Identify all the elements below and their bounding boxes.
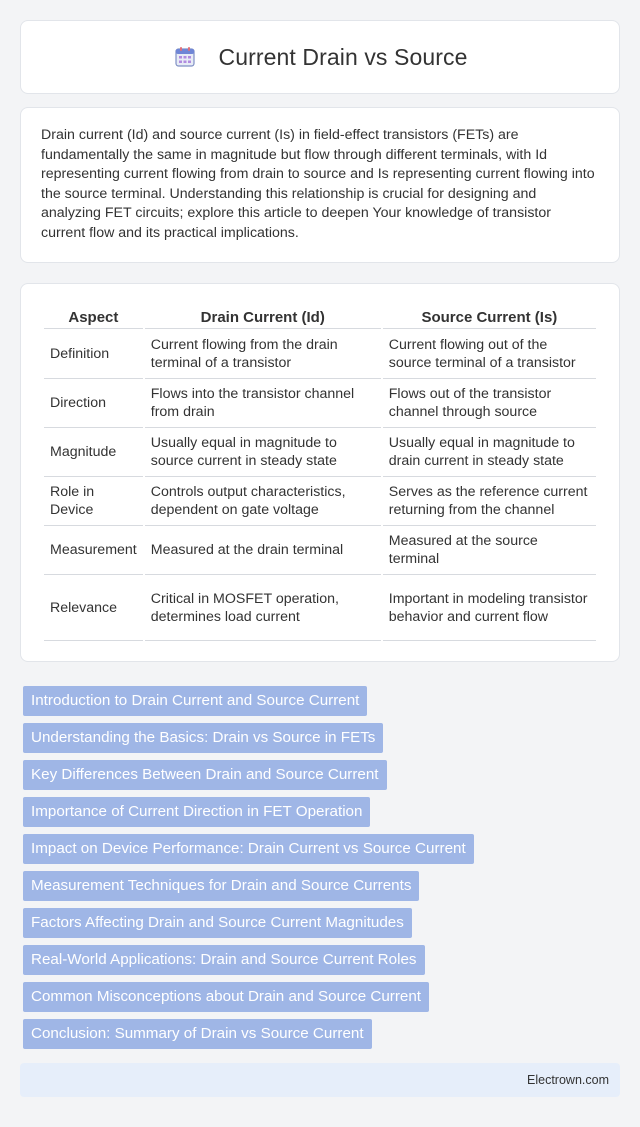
topic-link-conclusion[interactable]: Conclusion: Summary of Drain vs Source Current (23, 1019, 372, 1049)
topic-link-current-direction[interactable]: Importance of Current Direction in FET Operation (23, 797, 370, 827)
cell-aspect: Relevance (44, 575, 143, 641)
calendar-icon (173, 45, 197, 69)
topic-link-measurement[interactable]: Measurement Techniques for Drain and Source Currents (23, 871, 419, 901)
intro-card (20, 107, 620, 263)
table-row (44, 379, 596, 428)
cell-source: Flows out of the transistor channel through source (383, 379, 596, 428)
cell-aspect: Role in Device (44, 477, 143, 526)
cell-source: Usually equal in magnitude to drain current in steady state (383, 428, 596, 477)
table-row (44, 526, 596, 575)
cell-source: Current flowing out of the source terminal of a transistor (383, 329, 596, 379)
column-header-source: Source Current (Is) (383, 303, 596, 329)
table-header-row (44, 303, 596, 329)
footer (20, 1063, 620, 1097)
comparison-table-card (20, 283, 620, 662)
topic-link-key-differences[interactable]: Key Differences Between Drain and Source Current (23, 760, 387, 790)
table-row (44, 428, 596, 477)
cell-drain: Critical in MOSFET operation, determines load current (145, 575, 381, 641)
cell-drain: Controls output characteristics, dependent on gate voltage (145, 477, 381, 526)
topic-link-basics[interactable]: Understanding the Basics: Drain vs Source in FETs (23, 723, 383, 753)
cell-source: Serves as the reference current returning from the channel (383, 477, 596, 526)
column-header-drain: Drain Current (Id) (145, 303, 381, 329)
topic-link-introduction[interactable]: Introduction to Drain Current and Source Current (23, 686, 367, 716)
table-row (44, 329, 596, 379)
topic-link-misconceptions[interactable]: Common Misconceptions about Drain and Source Current (23, 982, 429, 1012)
cell-drain: Measured at the drain terminal (145, 526, 381, 575)
intro-paragraph: Drain current (Id) and source current (Is) in field-effect transistors (FETs) are fundamentally the same in magnitude but flow through different terminals, with Id representing current flowing from drain to source and Is representing current flowing into the source terminal. Understanding this relationship is crucial for designing and analyzing FET circuits; explore this article to deepen Your knowledge of transistor current flow and its practical implications. (41, 127, 595, 241)
comparison-table (42, 303, 598, 641)
page-title: Current Drain vs Source (218, 43, 468, 70)
cell-drain: Usually equal in magnitude to source current in steady state (145, 428, 381, 477)
cell-drain: Current flowing from the drain terminal of a transistor (145, 329, 381, 379)
cell-aspect: Measurement (44, 526, 143, 575)
topic-link-factors[interactable]: Factors Affecting Drain and Source Current Magnitudes (23, 908, 412, 938)
footer-credit: Electrown.com (527, 1073, 609, 1087)
header-card (20, 20, 620, 94)
table-row (44, 477, 596, 526)
cell-source: Measured at the source terminal (383, 526, 596, 575)
topic-link-applications[interactable]: Real-World Applications: Drain and Source Current Roles (23, 945, 425, 975)
cell-aspect: Definition (44, 329, 143, 379)
topic-link-device-performance[interactable]: Impact on Device Performance: Drain Current vs Source Current (23, 834, 474, 864)
cell-aspect: Magnitude (44, 428, 143, 477)
cell-drain: Flows into the transistor channel from drain (145, 379, 381, 428)
column-header-aspect: Aspect (44, 303, 143, 329)
table-row (44, 575, 596, 641)
cell-aspect: Direction (44, 379, 143, 428)
cell-source: Important in modeling transistor behavior and current flow (383, 575, 596, 641)
